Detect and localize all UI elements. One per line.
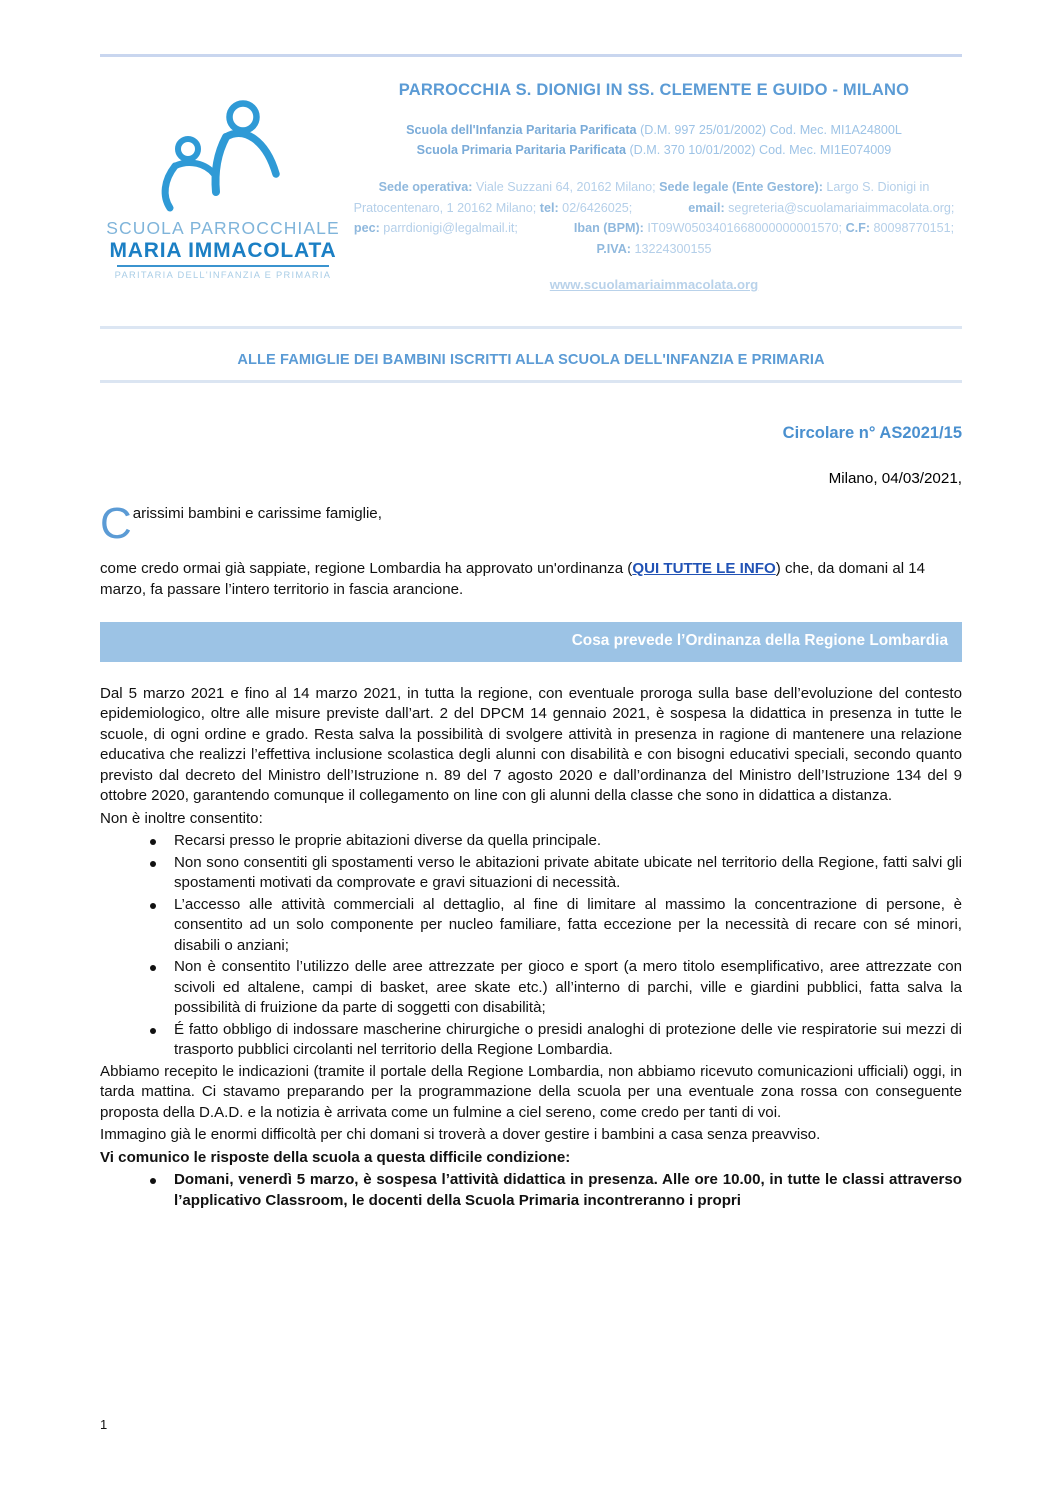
not-allowed-intro: Non è inoltre consentito: xyxy=(100,809,263,827)
ordinance-info-link[interactable]: QUI TUTTE LE INFO xyxy=(632,560,776,577)
responses-intro: Vi comunico le risposte della scuola a questa difficile condizione: xyxy=(100,1148,571,1166)
school-line-infanzia xyxy=(346,120,962,140)
logo-underline xyxy=(117,265,329,267)
iban-label: Iban (BPM): xyxy=(573,221,644,236)
organization-title: PARROCCHIA S. DIONIGI IN SS. CLEMENTE E GUIDO - MILANO xyxy=(398,81,910,99)
difficulty-paragraph: Immagino già le enormi difficoltà per chi domani si troverà a dover gestire i bambini a casa senza preavviso. xyxy=(100,1126,821,1144)
salutation xyxy=(100,499,962,548)
list-item: É fatto obbligo di indossare mascherine chirurgiche o presidi analoghi di protezione delle vie respiratorie sui mezzi di trasporto pubblici circolanti nel territorio della Regione Lombardia. xyxy=(148,1020,962,1061)
circular-number: Circolare n° AS2021/15 xyxy=(782,424,962,442)
sede-operativa-value: Viale Suzzani 64, 20162 Milano; xyxy=(472,180,660,195)
school-accreditation-block xyxy=(346,120,962,161)
iban-value: IT09W0503401668000000001570; xyxy=(643,221,846,236)
logo-text-line-3: PARITARIA DELL'INFANZIA E PRIMARIA xyxy=(114,270,332,280)
contact-block xyxy=(346,177,962,259)
page-number: 1 xyxy=(100,1417,108,1432)
email-label: email: xyxy=(688,200,725,215)
sede-legale-value: Largo S. Dionigi in Pratocentenaro, 1 20162 Milano; xyxy=(353,180,930,215)
letter-body xyxy=(100,499,962,1212)
intro-text-before-link: come credo ormai già sappiate, regione Lombardia ha approvato un'ordinanza ( xyxy=(100,560,633,577)
cf-value: 80098770151; xyxy=(870,221,955,236)
section-banner-ordinanza: Cosa prevede l’Ordinanza della Regione Lombardia xyxy=(100,622,962,661)
piva-label: P.IVA: xyxy=(596,241,631,256)
school-line-primaria xyxy=(346,140,962,160)
list-item: Non è consentito l’utilizzo delle aree attrezzate per gioco e sport (a mero titolo esemplificativo, aree attrezzate con scivoli ed altalene, campi di basket, aree skate etc.) all’interno di parchi, ville e giardini pubblici, fatta salva la possibilità di fruizione da parte di soggetti con disabilità; xyxy=(148,957,962,1019)
list-item: L’accesso alle attività commerciali al dettaglio, al fine di limitare al massimo la concentrazione di persone, è consentito ad un solo componente per nucleo familiare, fatta eccezione per la necessità di recare con sé minori, disabili o anziani; xyxy=(148,895,962,957)
tel-label: tel: xyxy=(539,200,559,215)
school-infanzia-label: Scuola dell'Infanzia Paritaria Parificata xyxy=(406,122,637,137)
email-value: segreteria@scuolamariaimmacolata.org; xyxy=(724,200,955,215)
sede-operativa-label: Sede operativa: xyxy=(378,180,473,195)
recipients-divider xyxy=(100,380,962,383)
drop-cap: C xyxy=(100,499,132,548)
sede-legale-label: Sede legale (Ente Gestore): xyxy=(659,180,823,195)
website-link[interactable]: www.scuolamariaimmacolata.org xyxy=(549,276,759,292)
salutation-text: arissimi bambini e carissime famiglie, xyxy=(132,505,382,522)
ordinance-paragraph: Dal 5 marzo 2021 e fino al 14 marzo 2021, in tutta la regione, con eventuale proroga sulla base dell’evoluzione del contesto epidemiologico, oltre alle misure previste dall’art. 2 del DPCM 14 gennaio 2021, è sospesa la didattica in presenza in tutte le scuole, di ogni ordine e grado. Resta salva la possibilità di svolgere attività in presenza in ragione di mantenere una relazione educativa che realizzi l’effettiva inclusione scolastica degli alunni con disabilità e con bisogni educativi speciali, secondo quanto previsto dal decreto del Ministro dell’Istruzione n. 89 del 7 agosto 2020 e dall’ordinanza del Ministro dell’Istruzione 134 del 9 ottobre 2020, garantendo comunque il collegamento on line con gli alunni della classe che sono in didattica a distanza. xyxy=(100,684,962,805)
school-infanzia-detail: (D.M. 997 25/01/2002) Cod. Mec. MI1A24800L xyxy=(636,122,902,137)
pec-value: parrdionigi@legalmail.it; xyxy=(379,221,518,236)
list-item: Recarsi presso le proprie abitazioni diverse da quella principale. xyxy=(148,831,962,852)
piva-value: 13224300155 xyxy=(630,241,712,256)
recipients-line: ALLE FAMIGLIE DEI BAMBINI ISCRITTI ALLA SCUOLA DELL'INFANZIA E PRIMARIA xyxy=(237,352,825,368)
logo-text-line-1: SCUOLA PARROCCHIALE xyxy=(106,218,340,238)
school-logo xyxy=(100,74,346,280)
letterhead-text xyxy=(346,74,962,292)
school-primaria-detail: (D.M. 370 10/01/2002) Cod. Mec. MI1E074009 xyxy=(625,143,892,158)
header-divider xyxy=(100,326,962,329)
place-and-date: Milano, 04/03/2021, xyxy=(828,470,962,487)
pec-label: pec: xyxy=(353,221,380,236)
school-primaria-label: Scuola Primaria Paritaria Parificata xyxy=(416,143,626,158)
letterhead xyxy=(100,74,962,292)
list-item: Domani, venerdì 5 marzo, è sospesa l’attività didattica in presenza. Alle ore 10.00, in tutte le classi attraverso l’applicativo Classroom, le docenti della Scuola Primaria incontreranno i propri xyxy=(148,1170,962,1211)
intro-text-after-link: ) che, da domani al 14 marzo, fa passare l’intero territorio in fascia arancione. xyxy=(100,560,926,598)
logo-text-line-2: MARIA IMMACOLATA xyxy=(109,239,337,262)
tel-value: 02/6426025; xyxy=(558,200,633,215)
intro-paragraph xyxy=(100,559,962,600)
list-item: Non sono consentiti gli spostamenti verso le abitazioni private abitate ubicate nel territorio della Regione, fatti salvi gli spostamenti motivati da comprovate e gravi situazioni di necessità. xyxy=(148,853,962,894)
top-divider xyxy=(100,54,962,57)
two-figures-logo-icon xyxy=(148,96,298,214)
responses-list xyxy=(100,1170,962,1211)
not-allowed-list xyxy=(100,831,962,1061)
reaction-paragraph: Abbiamo recepito le indicazioni (tramite il portale della Regione Lombardia, non abbiamo ricevuto comunicazioni ufficiali) oggi, in tarda mattina. Ci stavamo preparando per la programmazione della scuola per una eventuale zona rossa con conseguente proposta della D.A.D. e la notizia è arrivata come un fulmine a ciel sereno, come credo per tanti di voi. xyxy=(100,1062,962,1121)
cf-label: C.F: xyxy=(845,221,871,236)
